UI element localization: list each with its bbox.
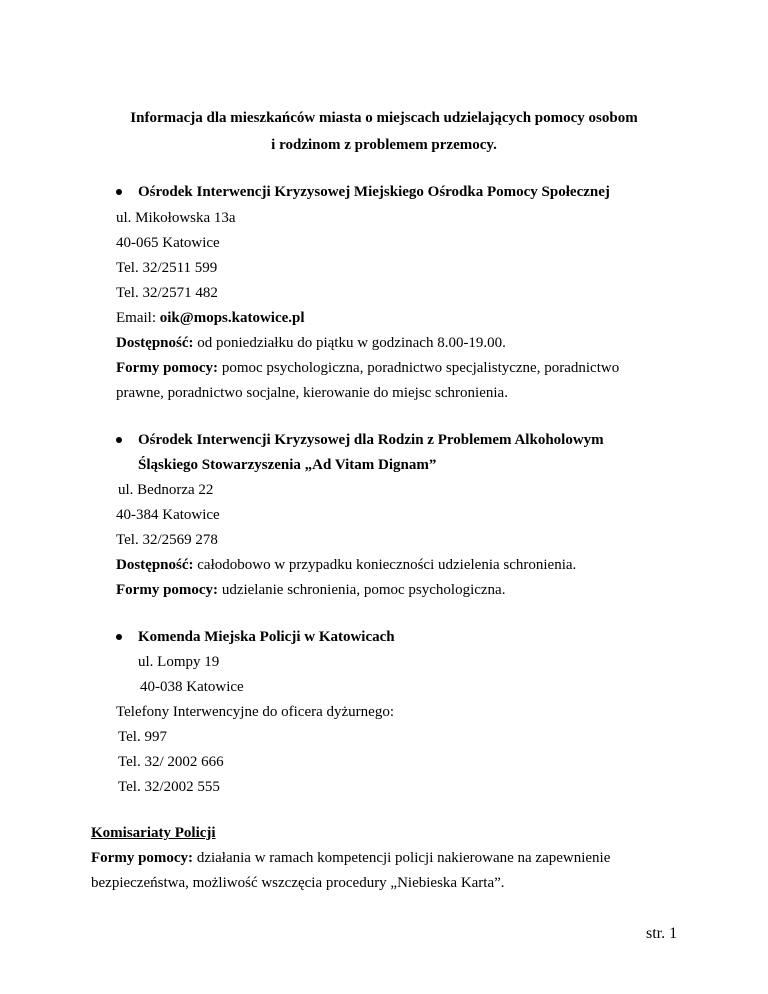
help-label: Formy pomocy: bbox=[116, 582, 219, 598]
section2-street: ul. Bednorza 22 bbox=[118, 482, 214, 498]
email-label: Email: bbox=[116, 310, 156, 326]
section1-street: ul. Mikołowska 13a bbox=[116, 210, 236, 226]
section1-availability bbox=[116, 334, 506, 352]
section3-name: Komenda Miejska Policji w Katowicach bbox=[138, 629, 395, 645]
section4-heading: Komisariaty Policji bbox=[91, 825, 216, 841]
section3-street: ul. Lompy 19 bbox=[138, 654, 220, 670]
section2-name-line-1: Ośrodek Interwencji Kryzysowej dla Rodzin z Problemem Alkoholowym bbox=[138, 432, 604, 448]
section3-phone-3: Tel. 32/2002 555 bbox=[118, 779, 220, 795]
section4-help-continued: bezpieczeństwa, możliwość wszczęcia procedury „Niebieska Karta”. bbox=[91, 875, 505, 891]
page-number: str. 1 bbox=[646, 925, 678, 942]
section1-name: Ośrodek Interwencji Kryzysowej Miejskiego Ośrodka Pomocy Społecznej bbox=[138, 184, 610, 200]
section1-phone-2: Tel. 32/2571 482 bbox=[116, 285, 218, 301]
section1-email bbox=[116, 309, 305, 327]
section1-city: 40-065 Katowice bbox=[116, 235, 220, 251]
availability-value: od poniedziałku do piątku w godzinach 8.00-19.00. bbox=[197, 335, 506, 351]
help-label: Formy pomocy: bbox=[91, 850, 194, 866]
section2-name-line-2: Śląskiego Stowarzyszenia „Ad Vitam Dignam” bbox=[138, 457, 437, 473]
bullet-icon bbox=[116, 189, 122, 195]
section3-city: 40-038 Katowice bbox=[140, 679, 244, 695]
availability-label: Dostępność: bbox=[116, 335, 194, 351]
section2-city: 40-384 Katowice bbox=[116, 507, 220, 523]
bullet-icon bbox=[116, 634, 122, 640]
availability-label: Dostępność: bbox=[116, 557, 194, 573]
email-link[interactable]: oik@mops.katowice.pl bbox=[159, 310, 305, 326]
section4-help bbox=[91, 849, 610, 867]
section1-phone-1: Tel. 32/2511 599 bbox=[116, 260, 218, 276]
page-title-line-2: i rodzinom z problemem przemocy. bbox=[271, 137, 497, 153]
section1-help bbox=[116, 359, 619, 377]
page-title-line-1: Informacja dla mieszkańców miasta o miejscach udzielających pomocy osobom bbox=[130, 110, 638, 126]
section1-help-continued: prawne, poradnictwo socjalne, kierowanie do miejsc schronienia. bbox=[116, 385, 508, 401]
bullet-icon bbox=[116, 437, 122, 443]
section3-phone-2: Tel. 32/ 2002 666 bbox=[118, 754, 224, 770]
section2-help bbox=[116, 581, 505, 599]
section3-phone-1: Tel. 997 bbox=[118, 729, 167, 745]
availability-value: całodobowo w przypadku konieczności udzielenia schronienia. bbox=[197, 557, 577, 573]
help-label: Formy pomocy: bbox=[116, 360, 219, 376]
section3-phones-label: Telefony Interwencyjne do oficera dyżurnego: bbox=[116, 704, 394, 720]
help-value: działania w ramach kompetencji policji nakierowane na zapewnienie bbox=[196, 850, 611, 866]
help-value: udzielanie schronienia, pomoc psychologiczna. bbox=[221, 582, 506, 598]
section2-phone-1: Tel. 32/2569 278 bbox=[116, 532, 218, 548]
help-value: pomoc psychologiczna, poradnictwo specjalistyczne, poradnictwo bbox=[221, 360, 620, 376]
section2-availability bbox=[116, 556, 576, 574]
